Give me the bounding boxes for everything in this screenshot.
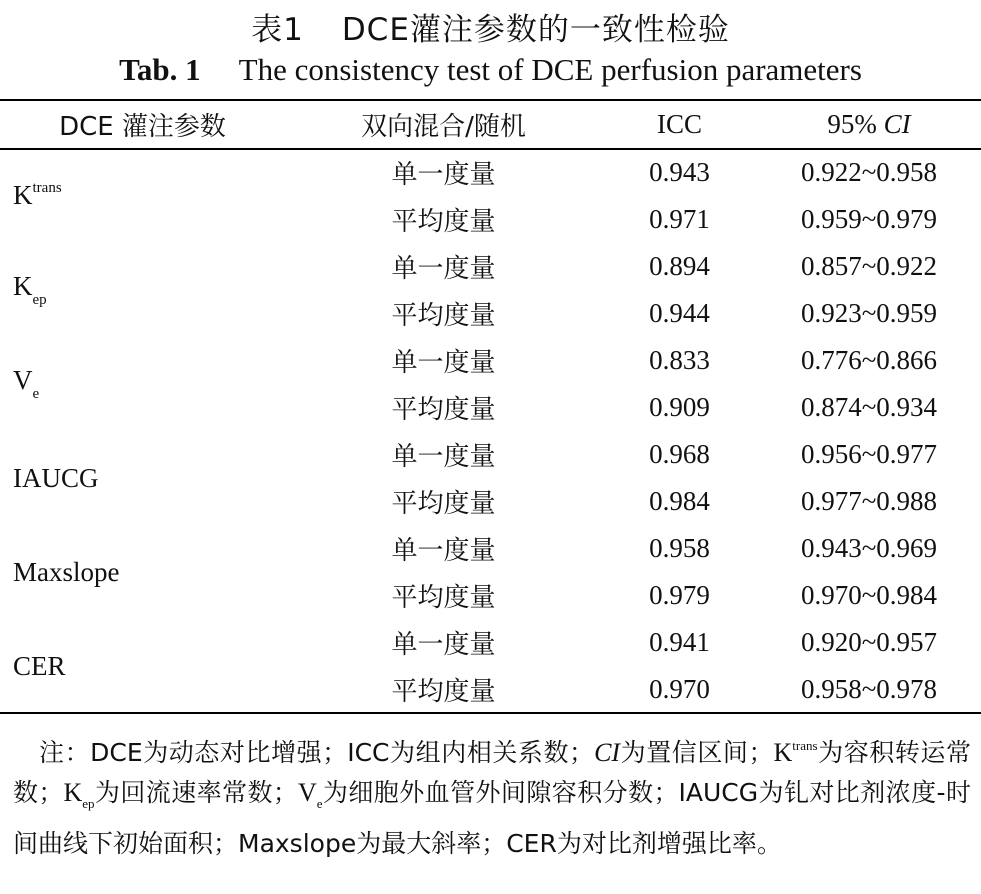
param-cell: [0, 619, 285, 713]
ci-cell: 0.977~0.988: [800, 486, 938, 516]
icc-cell: 0.979: [649, 580, 710, 610]
header-ci: [757, 100, 981, 148]
table-footnote: [13, 726, 971, 864]
method-cell: 平均度量: [391, 395, 496, 425]
table-row: [0, 619, 981, 666]
ci-cell: 0.956~0.977: [800, 439, 938, 469]
header-ci-prefix: 95%: [827, 108, 884, 139]
consistency-table: [0, 100, 981, 713]
table-row: [0, 148, 981, 196]
header-param: DCE 灌注参数: [59, 111, 226, 142]
ci-cell: 0.922~0.958: [800, 156, 938, 187]
param-name: Maxslope: [13, 556, 120, 587]
icc-cell: 0.943: [649, 156, 710, 187]
note-kep-base: K: [63, 778, 83, 807]
note-ktrans-base: K: [773, 738, 793, 767]
note-part-8: 为细胞外血管外间隙容积分数；IAUCG为钆对比剂浓度-时间曲线下初始面积；Maxslope为最大斜率；CER为对比剂增强比率。: [13, 778, 971, 858]
method-cell: 单一度量: [391, 442, 496, 472]
param-name: K: [13, 271, 33, 301]
icc-cell: 0.944: [649, 298, 710, 328]
icc-cell: 0.894: [649, 251, 710, 281]
param-name: CER: [13, 650, 66, 681]
method-cell: 平均度量: [391, 489, 496, 519]
header-ci-italic: CI: [883, 108, 911, 139]
method-cell: 单一度量: [391, 254, 496, 284]
note-part-2: 为置信区间；: [620, 738, 774, 767]
method-cell: 平均度量: [391, 301, 496, 331]
ci-cell: 0.874~0.934: [800, 392, 938, 422]
header-icc: ICC: [656, 108, 702, 139]
ci-cell: 0.776~0.866: [800, 345, 938, 375]
method-cell: 平均度量: [391, 583, 496, 613]
note-ktrans-sup: trans: [792, 738, 818, 753]
table-body: [0, 148, 981, 713]
note-part-1: 注：DCE为动态对比增强；ICC为组内相关系数；: [39, 738, 595, 767]
table-title-chinese-text: DCE灌注参数的一致性检验: [341, 12, 730, 48]
param-cell: [0, 431, 285, 525]
param-cell: [0, 337, 285, 431]
icc-cell: 0.968: [649, 439, 710, 469]
table-row: [0, 243, 981, 290]
icc-cell: 0.984: [649, 486, 710, 516]
header-method: 双向混合/随机: [361, 111, 526, 142]
param-subscript: ep: [32, 292, 47, 308]
param-cell: [0, 148, 285, 243]
param-subscript: e: [32, 386, 40, 402]
ci-cell: 0.943~0.969: [800, 533, 938, 563]
table-header-row: [0, 100, 981, 148]
note-ve-base: V: [297, 778, 317, 807]
note-ve-sub: e: [316, 796, 323, 811]
table-row: [0, 525, 981, 572]
ci-cell: 0.958~0.978: [800, 674, 938, 704]
icc-cell: 0.909: [649, 392, 710, 422]
param-name: IAUCG: [13, 462, 99, 493]
table-title-chinese: [0, 4, 981, 49]
icc-cell: 0.958: [649, 533, 710, 563]
icc-cell: 0.970: [649, 674, 710, 704]
table-row: [0, 337, 981, 384]
method-cell: 平均度量: [391, 677, 496, 707]
note-kep-sub: ep: [82, 796, 95, 811]
table-label-chinese: 表1: [251, 12, 304, 48]
method-cell: 单一度量: [391, 348, 496, 378]
ci-cell: 0.923~0.959: [800, 298, 938, 328]
table-label-english: Tab. 1: [119, 52, 201, 87]
note-part-6: 为回流速率常数；: [94, 778, 298, 807]
note-ci: CI: [594, 738, 621, 767]
ci-cell: 0.920~0.957: [800, 627, 938, 657]
param-name: K: [13, 180, 33, 210]
method-cell: 平均度量: [391, 207, 496, 237]
icc-cell: 0.941: [649, 627, 710, 657]
ci-cell: 0.857~0.922: [800, 251, 938, 281]
note-part-4: 为容积转运常数；: [13, 738, 971, 807]
ci-cell: 0.970~0.984: [800, 580, 938, 610]
method-cell: 单一度量: [391, 536, 496, 566]
method-cell: 单一度量: [391, 630, 496, 660]
table-title-english-text: The consistency test of DCE perfusion parameters: [238, 52, 862, 87]
table-row: [0, 431, 981, 478]
icc-cell: 0.971: [649, 204, 710, 234]
param-cell: [0, 243, 285, 337]
ci-cell: 0.959~0.979: [800, 204, 938, 234]
table-title-english: [0, 52, 981, 88]
param-name: V: [13, 365, 33, 395]
param-cell: [0, 525, 285, 619]
icc-cell: 0.833: [649, 345, 710, 375]
method-cell: 单一度量: [391, 159, 496, 190]
param-superscript: trans: [32, 180, 62, 196]
